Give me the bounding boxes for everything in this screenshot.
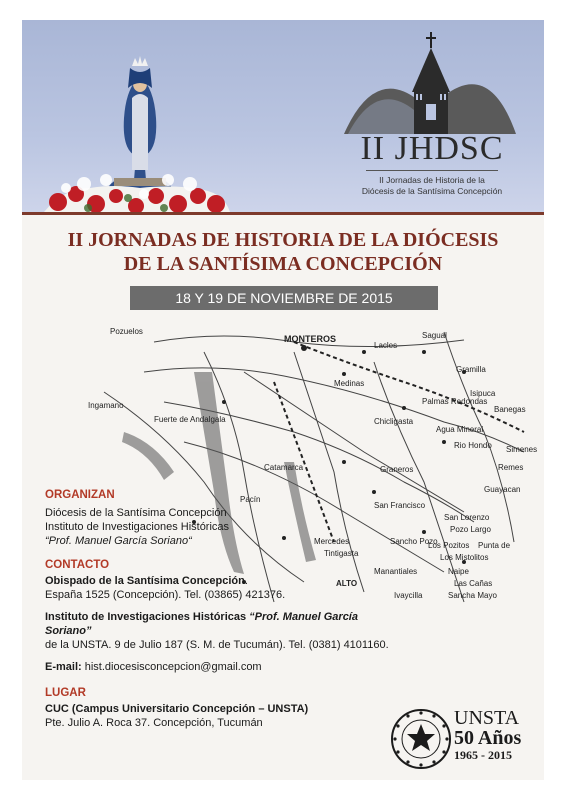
email-line: [45, 660, 405, 674]
organizan-section: [45, 488, 405, 548]
email-address[interactable]: hist.diocesisconcepcion@gmail.com: [81, 661, 262, 673]
page-title: [22, 228, 544, 276]
obispado-name: Obispado de la Santísima Concepción: [45, 575, 245, 587]
logo-title: II JHDSC: [360, 130, 504, 167]
obispado-dot: .: [244, 575, 248, 587]
map-label: Isipuca: [470, 389, 496, 398]
logo-subtitle-line: Diócesis de la Santísima Concepción: [361, 186, 503, 196]
email-label: E-mail:: [45, 661, 82, 673]
map-label: Rio Hondo: [454, 441, 492, 450]
instituto-name: Instituto de Investigaciones Históricas: [45, 611, 250, 623]
map-label: Los Mistolitos: [440, 553, 489, 562]
unsta-range: 1965 - 2015: [454, 748, 512, 762]
lugar-heading: LUGAR: [45, 687, 86, 699]
map-label: Manantiales: [374, 567, 418, 576]
map-label: Ivaycilla: [394, 591, 423, 600]
map-label: Banegas: [494, 405, 526, 414]
map-label: Palmas Redondas: [422, 397, 488, 406]
map-label: Ingamano: [88, 401, 124, 410]
unsta-name: UNSTA: [454, 707, 520, 729]
map-label: Pozo Largo: [450, 525, 491, 534]
header-divider: [22, 212, 544, 215]
unsta-anniversary: [454, 708, 544, 762]
map-label: Agua Mineral: [436, 425, 484, 434]
event-info: [45, 488, 405, 730]
map-label: Fuerte de Andalgala: [154, 415, 226, 424]
map-label: San Francisco: [374, 501, 426, 510]
logo-divider: [366, 170, 498, 171]
organizan-heading: ORGANIZAN: [45, 489, 115, 501]
map-label: Remes: [498, 463, 524, 472]
obispado-line: [45, 574, 405, 588]
poster: [22, 20, 544, 780]
map-label: Pozuelos: [110, 327, 143, 336]
map-label: Gramilla: [456, 365, 486, 374]
map-label: Sancho Pozo: [390, 537, 438, 546]
lugar-place: CUC (Campus Universitario Concepción – UNSTA): [45, 703, 309, 715]
logo-subtitle: [342, 175, 522, 197]
contacto-section: [45, 558, 405, 674]
unsta-seal-icon: [390, 708, 452, 770]
instituto-line: [45, 610, 405, 638]
map-label: Sancha Mayo: [448, 591, 497, 600]
map-label: Guayacan: [484, 485, 521, 494]
virgin-statue-image: [44, 38, 230, 212]
organizer-line: “Prof. Manuel García Soriano“: [45, 535, 192, 547]
map-label: Sagual: [422, 331, 447, 340]
map-label: San Lorenzo: [444, 513, 490, 522]
contacto-heading: CONTACTO: [45, 559, 110, 571]
map-label: Los Pozitos: [428, 541, 470, 550]
jhdsc-church-logo-icon: [340, 30, 520, 136]
map-label: MONTEROS: [284, 334, 337, 344]
lugar-address: Pte. Julio A. Roca 37. Concepción, Tucumán: [45, 717, 263, 729]
map-label: Simenes: [506, 445, 538, 454]
map-label: Mercedes: [314, 537, 350, 546]
event-date: 18 Y 19 DE NOVIEMBRE DE 2015: [130, 286, 438, 310]
header-banner: [22, 20, 544, 212]
title-line: DE LA SANTÍSIMA CONCEPCIÓN: [123, 253, 443, 275]
obispado-address: España 1525 (Concepción). Tel. (03865) 421376.: [45, 589, 286, 601]
instituto-address: de la UNSTA. 9 de Julio 187 (S. M. de Tucumán). Tel. (0381) 4101160.: [45, 639, 389, 651]
map-label: Lacles: [374, 341, 398, 350]
organizer-line: Diócesis de la Santísima Concepción: [45, 507, 227, 519]
organizer-line: Instituto de Investigaciones Históricas: [45, 521, 230, 533]
map-label: ALTO: [336, 579, 358, 588]
title-line: II JORNADAS DE HISTORIA DE LA DIÓCESIS: [67, 229, 499, 251]
map-label: Catamarca: [264, 463, 304, 472]
map-label: Pacín: [240, 495, 261, 504]
map-label: Las Cañas: [454, 579, 493, 588]
map-label: Graneros: [380, 465, 414, 474]
map-label: Tintigasta: [324, 549, 359, 558]
map-label: Naipe: [448, 567, 469, 576]
map-label: Punta de: [478, 541, 511, 550]
unsta-years: 50 Años: [454, 727, 522, 749]
logo-subtitle-line: II Jornadas de Historia de la: [379, 175, 485, 185]
map-label: Medinas: [334, 379, 365, 388]
lugar-section: [45, 686, 405, 730]
map-label: Chicligasta: [374, 417, 414, 426]
instituto-prof: “Prof. Manuel García Soriano”: [45, 611, 358, 637]
